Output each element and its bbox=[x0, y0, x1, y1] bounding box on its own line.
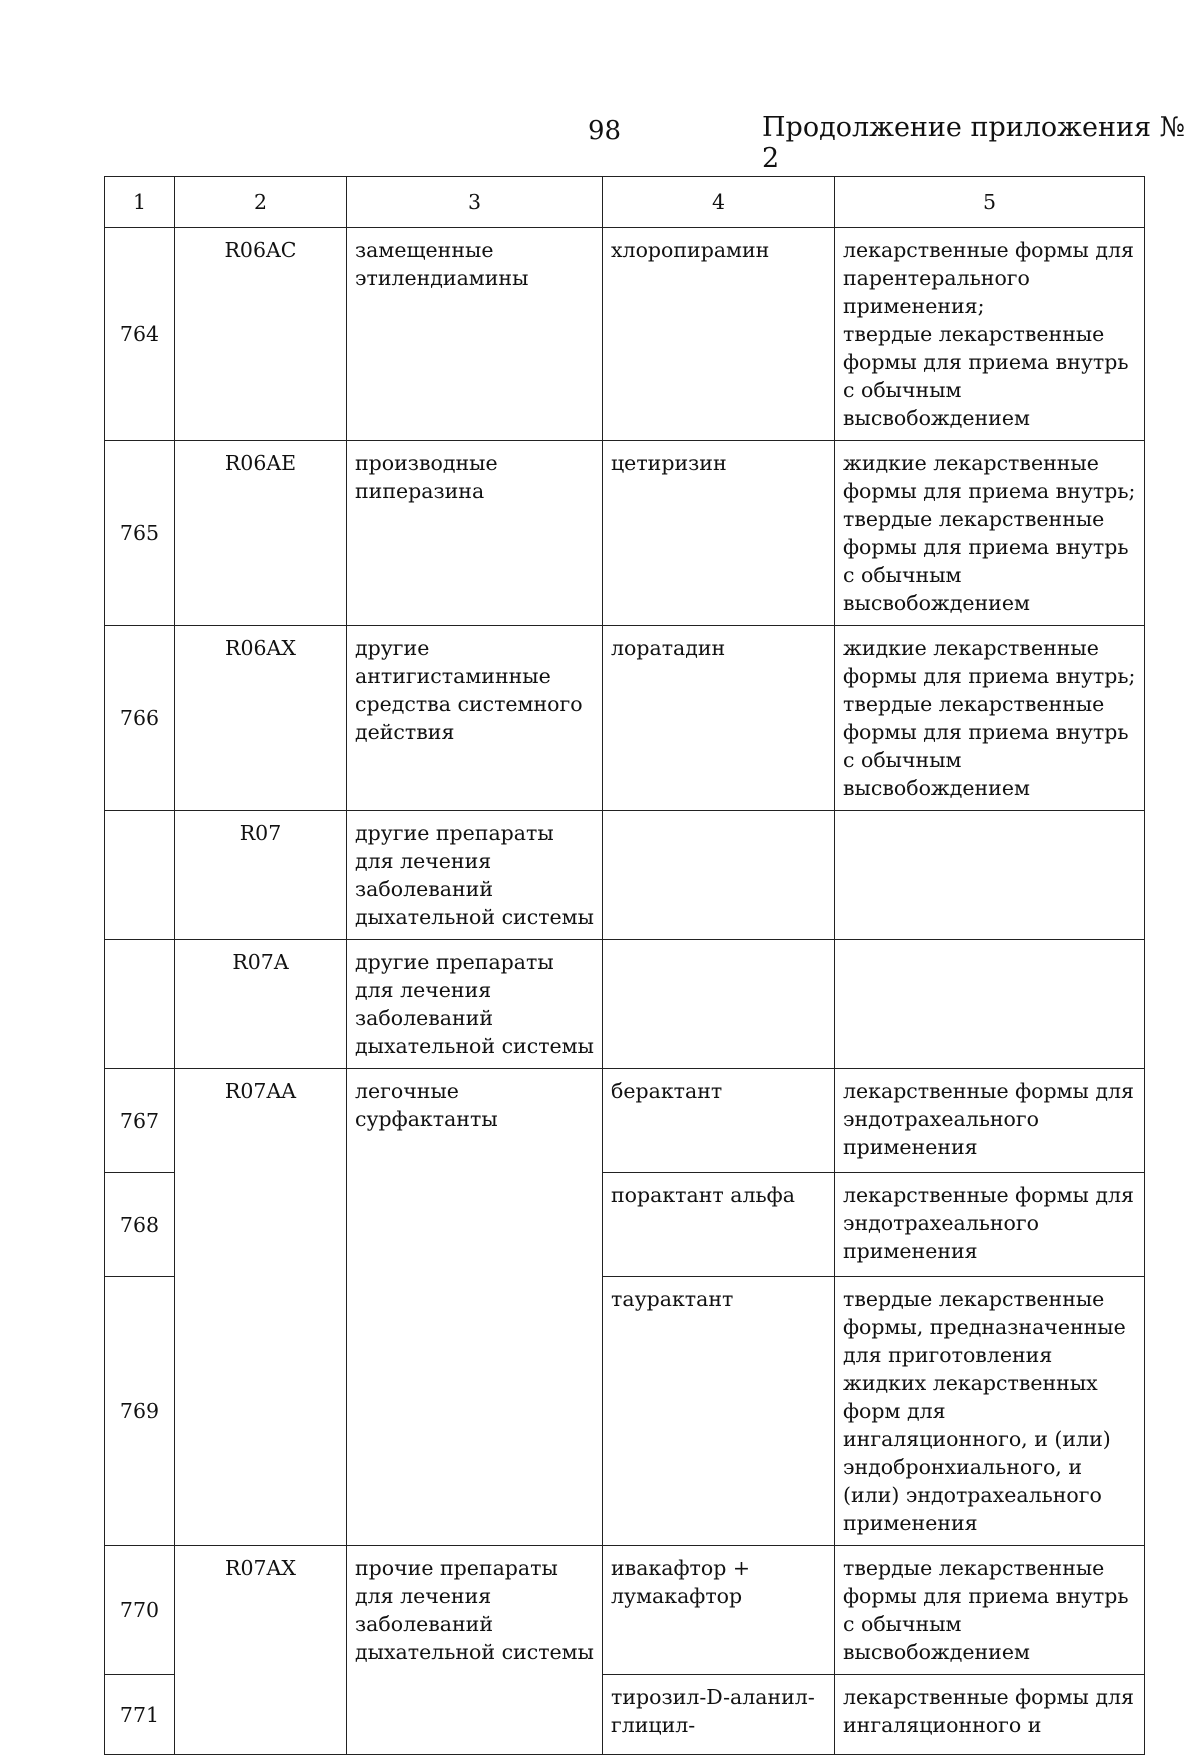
atc-code: R07AX bbox=[175, 1546, 347, 1755]
row-number: 768 bbox=[105, 1173, 175, 1277]
atc-group: замещенные этилендиамины bbox=[347, 228, 603, 441]
dosage-form: твердые лекарственные формы, предназначенные для приготовления жидких лекарственных форм для ингаляционного, и (или) эндобронхиального, и (или) эндотрахеального применения bbox=[835, 1277, 1145, 1546]
atc-code: R06AC bbox=[175, 228, 347, 441]
medicines-table bbox=[104, 176, 1145, 1755]
column-header: 3 bbox=[347, 177, 603, 228]
table-row bbox=[105, 228, 1145, 441]
atc-code: R07 bbox=[175, 811, 347, 940]
dosage-form: твердые лекарственные формы для приема внутрь с обычным высвобождением bbox=[835, 1546, 1145, 1675]
row-number bbox=[105, 940, 175, 1069]
drug-name: лоратадин bbox=[603, 626, 835, 811]
row-number: 766 bbox=[105, 626, 175, 811]
drug-name: хлоропирамин bbox=[603, 228, 835, 441]
page-number: 98 bbox=[588, 116, 622, 146]
drug-name: ивакафтор + лумакафтор bbox=[603, 1546, 835, 1675]
drug-name bbox=[603, 811, 835, 940]
atc-group: производные пиперазина bbox=[347, 441, 603, 626]
row-number: 769 bbox=[105, 1277, 175, 1546]
drug-name: цетиризин bbox=[603, 441, 835, 626]
dosage-form: лекарственные формы для эндотрахеального применения bbox=[835, 1173, 1145, 1277]
table-row bbox=[105, 940, 1145, 1069]
table-row bbox=[105, 626, 1145, 811]
drug-name: порактант альфа bbox=[603, 1173, 835, 1277]
row-number: 770 bbox=[105, 1546, 175, 1675]
row-number: 767 bbox=[105, 1069, 175, 1173]
table-header-row bbox=[105, 177, 1145, 228]
atc-group: другие препараты для лечения заболеваний дыхательной системы bbox=[347, 940, 603, 1069]
row-number: 764 bbox=[105, 228, 175, 441]
atc-group: другие антигистаминные средства системного действия bbox=[347, 626, 603, 811]
table-row bbox=[105, 1069, 1145, 1173]
dosage-form: жидкие лекарственные формы для приема внутрь; твердые лекарственные формы для приема внутрь с обычным высвобождением bbox=[835, 626, 1145, 811]
table-row bbox=[105, 441, 1145, 626]
dosage-form bbox=[835, 811, 1145, 940]
dosage-form: лекарственные формы для парентерального применения; твердые лекарственные формы для приема внутрь с обычным высвобождением bbox=[835, 228, 1145, 441]
drug-name: берактант bbox=[603, 1069, 835, 1173]
column-header: 1 bbox=[105, 177, 175, 228]
dosage-form: лекарственные формы для эндотрахеального применения bbox=[835, 1069, 1145, 1173]
drug-name: таурактант bbox=[603, 1277, 835, 1546]
dosage-form: лекарственные формы для ингаляционного и bbox=[835, 1675, 1145, 1755]
dosage-form bbox=[835, 940, 1145, 1069]
row-number: 765 bbox=[105, 441, 175, 626]
column-header: 5 bbox=[835, 177, 1145, 228]
table-row bbox=[105, 1546, 1145, 1675]
dosage-form: жидкие лекарственные формы для приема внутрь; твердые лекарственные формы для приема внутрь с обычным высвобождением bbox=[835, 441, 1145, 626]
atc-code: R06AX bbox=[175, 626, 347, 811]
row-number bbox=[105, 811, 175, 940]
atc-group: прочие препараты для лечения заболеваний дыхательной системы bbox=[347, 1546, 603, 1755]
atc-code: R06AE bbox=[175, 441, 347, 626]
column-header: 2 bbox=[175, 177, 347, 228]
appendix-title: Продолжение приложения № 2 bbox=[762, 112, 1186, 174]
atc-group: легочные сурфактанты bbox=[347, 1069, 603, 1546]
atc-group: другие препараты для лечения заболеваний дыхательной системы bbox=[347, 811, 603, 940]
column-header: 4 bbox=[603, 177, 835, 228]
drug-name: тирозил-D-аланил-глицил- bbox=[603, 1675, 835, 1755]
drug-name bbox=[603, 940, 835, 1069]
atc-code: R07A bbox=[175, 940, 347, 1069]
table-row bbox=[105, 811, 1145, 940]
row-number: 771 bbox=[105, 1675, 175, 1755]
atc-code: R07AA bbox=[175, 1069, 347, 1546]
